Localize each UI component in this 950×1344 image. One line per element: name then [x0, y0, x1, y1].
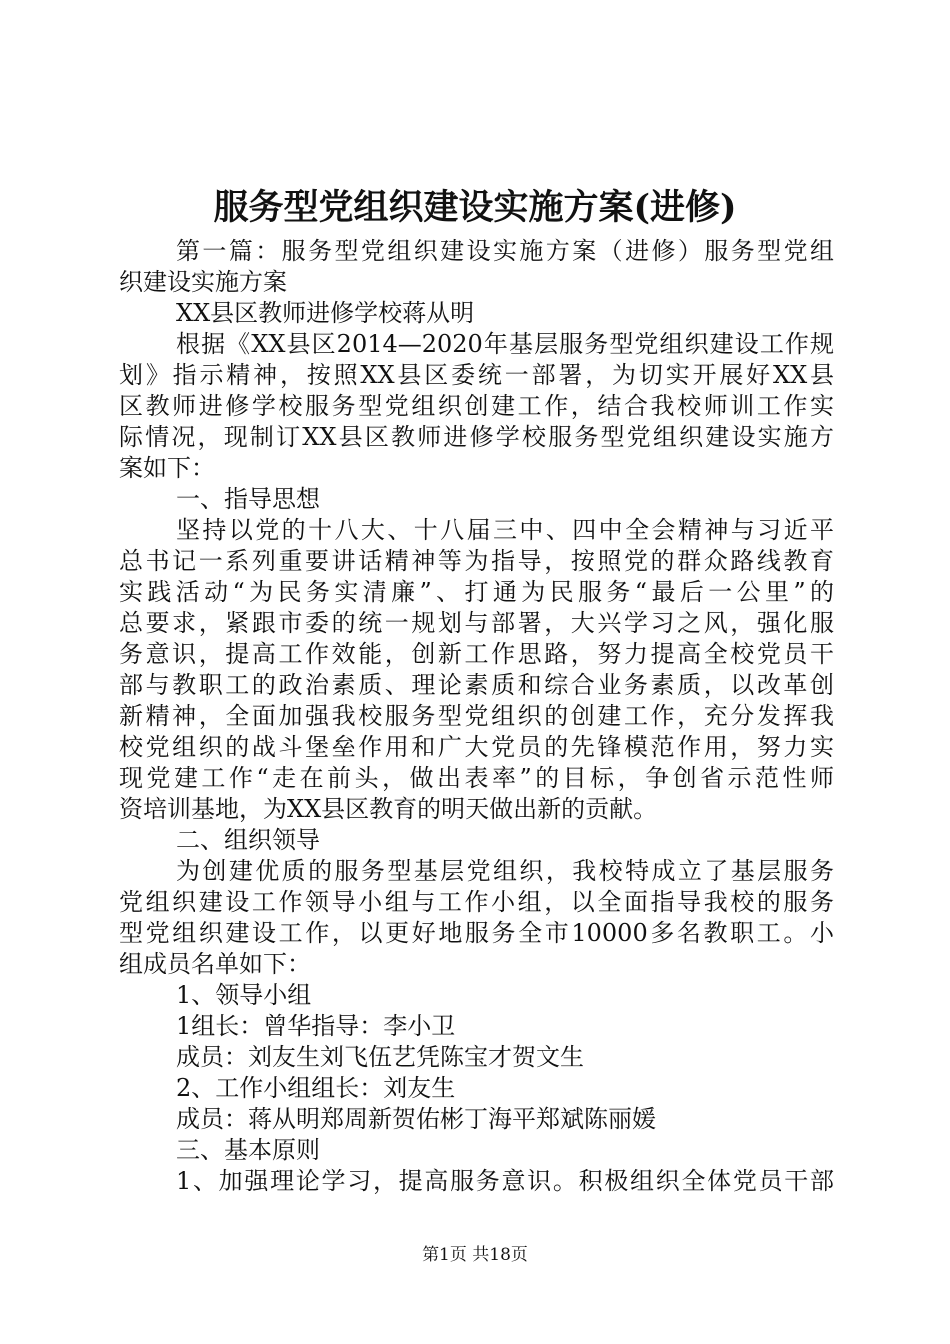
paragraph-line: 务意识，提高工作效能，创新工作思路，努力提高全校党员干 [119, 640, 834, 668]
paragraph-line: 织建设实施方案 [119, 268, 287, 296]
document-body [119, 236, 834, 1197]
list-item: 成员：刘友生刘飞伍艺凭陈宝才贺文生 [176, 1043, 584, 1071]
paragraph-line: XX县区教师进修学校蒋从明 [176, 299, 475, 327]
section-heading: 三、基本原则 [176, 1136, 320, 1164]
paragraph-line: 总书记一系列重要讲话精神等为指导，按照党的群众路线教育 [119, 547, 834, 575]
paragraph-line: 际情况，现制订XX县区教师进修学校服务型党组织建设实施方 [119, 423, 834, 451]
list-item: 成员：蒋从明郑周新贺佑彬丁海平郑斌陈丽媛 [176, 1105, 656, 1133]
list-item: 1、领导小组 [176, 981, 312, 1009]
paragraph-line: 1、加强理论学习，提高服务意识。积极组织全体党员干部 [176, 1167, 834, 1195]
paragraph-line: 实践活动“为民务实清廉”、打通为民服务“最后一公里”的 [119, 578, 834, 606]
section-heading: 二、组织领导 [176, 826, 320, 854]
list-item: 1组长：曾华指导：李小卫 [176, 1012, 456, 1040]
paragraph-line: 部与教职工的政治素质、理论素质和综合业务素质，以改革创 [119, 671, 834, 699]
paragraph-line: 区教师进修学校服务型党组织创建工作，结合我校师训工作实 [119, 392, 834, 420]
paragraph-line: 新精神，全面加强我校服务型党组织的创建工作，充分发挥我 [119, 702, 834, 730]
page-number-footer: 第1页 共18页 [422, 1245, 528, 1265]
paragraph-line: 型党组织建设工作，以更好地服务全市10000多名教职工。小 [119, 919, 834, 947]
list-item: 2、工作小组组长：刘友生 [176, 1074, 456, 1102]
paragraph-line: 第一篇：服务型党组织建设实施方案（进修）服务型党组 [176, 237, 834, 265]
paragraph-line: 党组织建设工作领导小组与工作小组，以全面指导我校的服务 [119, 888, 834, 916]
document-title: 服务型党组织建设实施方案(进修) [213, 187, 737, 228]
paragraph-line: 坚持以党的十八大、十八届三中、四中全会精神与习近平 [176, 516, 834, 544]
paragraph-line: 校党组织的战斗堡垒作用和广大党员的先锋模范作用，努力实 [119, 733, 834, 761]
paragraph-line: 根据《XX县区2014—2020年基层服务型党组织建设工作规 [176, 330, 834, 358]
paragraph-line: 资培训基地，为XX县区教育的明天做出新的贡献。 [119, 795, 658, 823]
paragraph-line: 总要求，紧跟市委的统一规划与部署，大兴学习之风，强化服 [119, 609, 834, 637]
paragraph-line: 为创建优质的服务型基层党组织，我校特成立了基层服务 [176, 857, 834, 885]
paragraph-line: 划》指示精神，按照XX县区委统一部署，为切实开展好XX县 [119, 361, 834, 389]
paragraph-line: 案如下： [119, 454, 215, 482]
paragraph-line: 组成员名单如下： [119, 950, 311, 978]
paragraph-line: 现党建工作“走在前头，做出表率”的目标，争创省示范性师 [119, 764, 834, 792]
section-heading: 一、指导思想 [176, 485, 320, 513]
